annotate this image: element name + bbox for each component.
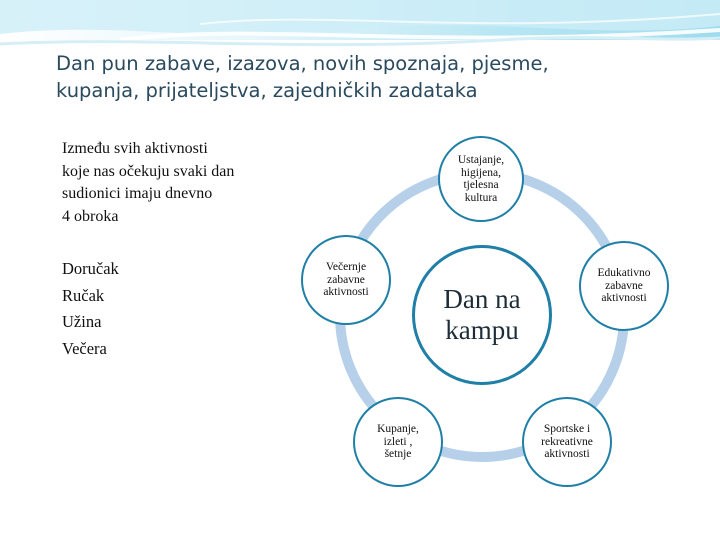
node-line: zabavne [327, 273, 365, 286]
node-line: Kupanje, [377, 423, 419, 436]
node-line: zabavne [605, 279, 643, 292]
node-line: tjelesna [463, 179, 499, 191]
node-line: Sportske i [543, 423, 591, 436]
meal-item: Užina [62, 312, 102, 331]
title-line-1: Dan pun zabave, izazova, novih spoznaja, pjesme, [56, 52, 549, 75]
node-line: izleti , [383, 435, 413, 448]
intro-line: koje nas očekuju svaki dan [62, 162, 235, 180]
node-line: Ustajanje, [457, 154, 505, 166]
meal-item: Doručak [62, 259, 119, 278]
node-morning-routine [438, 136, 524, 222]
node-line: higijena, [461, 166, 501, 179]
node-sports-activities [522, 397, 612, 487]
center-node [412, 245, 552, 385]
title-line-2: kupanja, prijateljstva, zajedničkih zadataka [56, 79, 478, 102]
node-line: Edukativno [597, 267, 651, 280]
node-line: kultura [464, 191, 498, 204]
node-line: aktivnosti [544, 448, 590, 461]
node-evening-activities [301, 235, 391, 325]
intro-line: Između svih aktivnosti [62, 140, 208, 157]
intro-line: 4 obroka [62, 207, 119, 225]
intro-line: sudionici imaju dnevno [62, 185, 213, 202]
node-line: Večernje [325, 261, 367, 274]
center-line: Dan na [443, 284, 521, 314]
node-educational-activities [579, 241, 669, 331]
node-swimming-trips [353, 397, 443, 487]
node-line: aktivnosti [323, 286, 369, 299]
node-line: aktivnosti [601, 292, 647, 305]
center-line: kampu [445, 315, 519, 345]
meal-item: Ručak [62, 285, 105, 305]
meal-item: Večera [62, 338, 107, 358]
node-line: rekreativne [541, 435, 593, 448]
node-line: šetnje [384, 448, 412, 461]
